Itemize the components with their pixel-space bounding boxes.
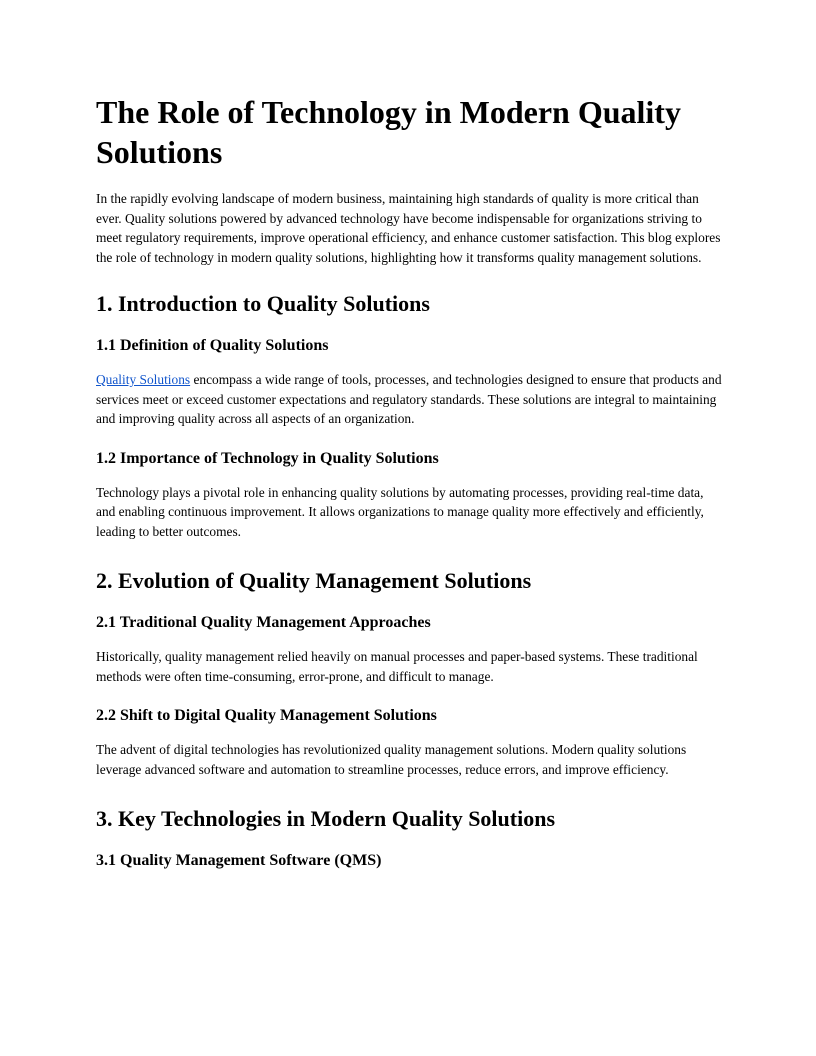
section-1-1-paragraph xyxy=(96,370,722,429)
page-title: The Role of Technology in Modern Quality Solutions xyxy=(96,94,681,170)
section-2-1-paragraph: Historically, quality management relied heavily on manual processes and paper-based systems. These traditional methods were often time-consuming, error-prone, and difficult to manage. xyxy=(96,649,698,684)
section-2-2-paragraph: The advent of digital technologies has revolutionized quality management solutions. Modern quality solutions leverage advanced software and automation to streamline processes, reduce errors, and improve efficiency. xyxy=(96,742,687,777)
section-2-2-heading: 2.2 Shift to Digital Quality Management Solutions xyxy=(96,707,437,724)
document-page xyxy=(96,92,722,885)
section-1-1-heading: 1.1 Definition of Quality Solutions xyxy=(96,337,329,354)
section-1-2-paragraph: Technology plays a pivotal role in enhancing quality solutions by automating processes, providing real-time data, and enabling continuous improvement. It allows organizations to manage quality more effectively and efficiently, leading to better outcomes. xyxy=(96,484,704,539)
quality-solutions-link[interactable]: Quality Solutions xyxy=(96,372,191,387)
section-2-1-heading: 2.1 Traditional Quality Management Approaches xyxy=(96,614,431,631)
section-1-1-body: encompass a wide range of tools, processes, and technologies designed to ensure that products and services meet or exceed customer expectations and regulatory standards. These solutions are integral to maintaining and improving quality across all aspects of an organization. xyxy=(96,372,722,426)
section-1-2-heading: 1.2 Importance of Technology in Quality Solutions xyxy=(96,449,439,467)
intro-paragraph: In the rapidly evolving landscape of modern business, maintaining high standards of quality is more critical than ever. Quality solutions powered by advanced technology have become indispensable for organizations striving to meet regulatory requirements, improve operational efficiency, and enhance customer satisfaction. This blog explores the role of technology in modern quality solutions, highlighting how it transforms quality management solutions. xyxy=(96,191,721,265)
section-3-heading: 3. Key Technologies in Modern Quality Solutions xyxy=(96,806,556,831)
section-1-heading: 1. Introduction to Quality Solutions xyxy=(96,291,430,316)
section-3-1-heading: 3.1 Quality Management Software (QMS) xyxy=(96,852,382,869)
section-2-heading: 2. Evolution of Quality Management Solutions xyxy=(96,568,532,593)
